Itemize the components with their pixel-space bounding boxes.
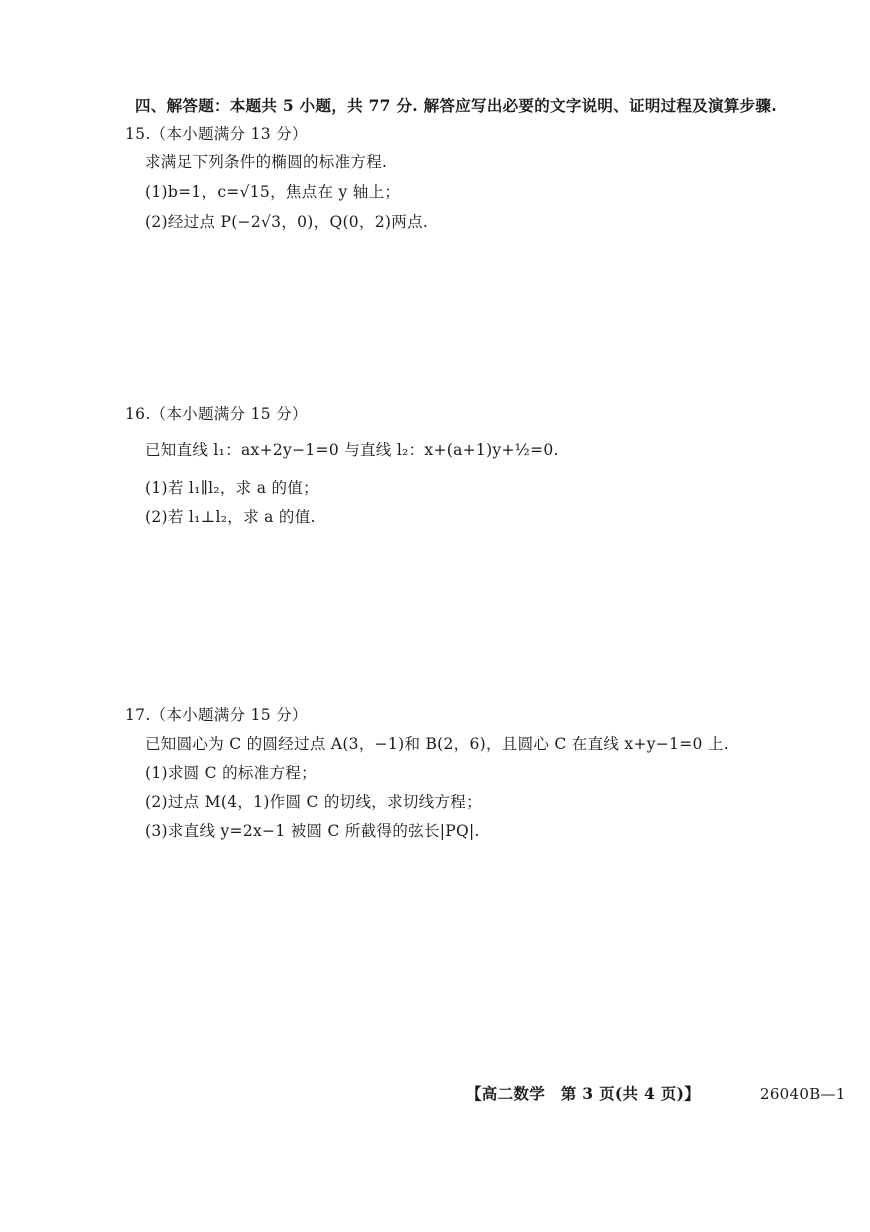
question-15-stem: 求满足下列条件的椭圆的标准方程. bbox=[145, 153, 388, 171]
question-15-part-2: (2)经过点 P(−2√3，0)，Q(0，2)两点. bbox=[145, 213, 429, 231]
question-15-title: 15.（本小题满分 13 分） bbox=[125, 125, 308, 143]
question-17-stem: 已知圆心为 C 的圆经过点 A(3，−1)和 B(2，6)，且圆心 C 在直线 x+y−1=0 上. bbox=[145, 735, 729, 753]
question-17-part-3: (3)求直线 y=2x−1 被圆 C 所截得的弦长|PQ|. bbox=[145, 822, 480, 840]
question-17-title: 17.（本小题满分 15 分） bbox=[125, 706, 308, 724]
question-17-part-2: (2)过点 M(4，1)作圆 C 的切线，求切线方程； bbox=[145, 793, 482, 811]
page-footer-code: 26040B—1 bbox=[760, 1085, 846, 1103]
section-header: 四、解答题：本题共 5 小题，共 77 分. 解答应写出必要的文字说明、证明过程及演算步骤. bbox=[135, 96, 777, 115]
page-footer-title: 【高二数学 第 3 页(共 4 页)】 bbox=[466, 1084, 701, 1103]
question-16-stem: 已知直线 l₁：ax+2y−1=0 与直线 l₂：x+(a+1)y+½=0. bbox=[145, 441, 559, 459]
question-16-title: 16.（本小题满分 15 分） bbox=[125, 405, 308, 423]
question-15-part-1: (1)b=1，c=√15，焦点在 y 轴上； bbox=[145, 183, 401, 201]
question-17-part-1: (1)求圆 C 的标准方程； bbox=[145, 764, 317, 782]
question-16-part-1: (1)若 l₁∥l₂，求 a 的值； bbox=[145, 479, 319, 497]
question-16-part-2: (2)若 l₁⊥l₂，求 a 的值. bbox=[145, 508, 316, 526]
